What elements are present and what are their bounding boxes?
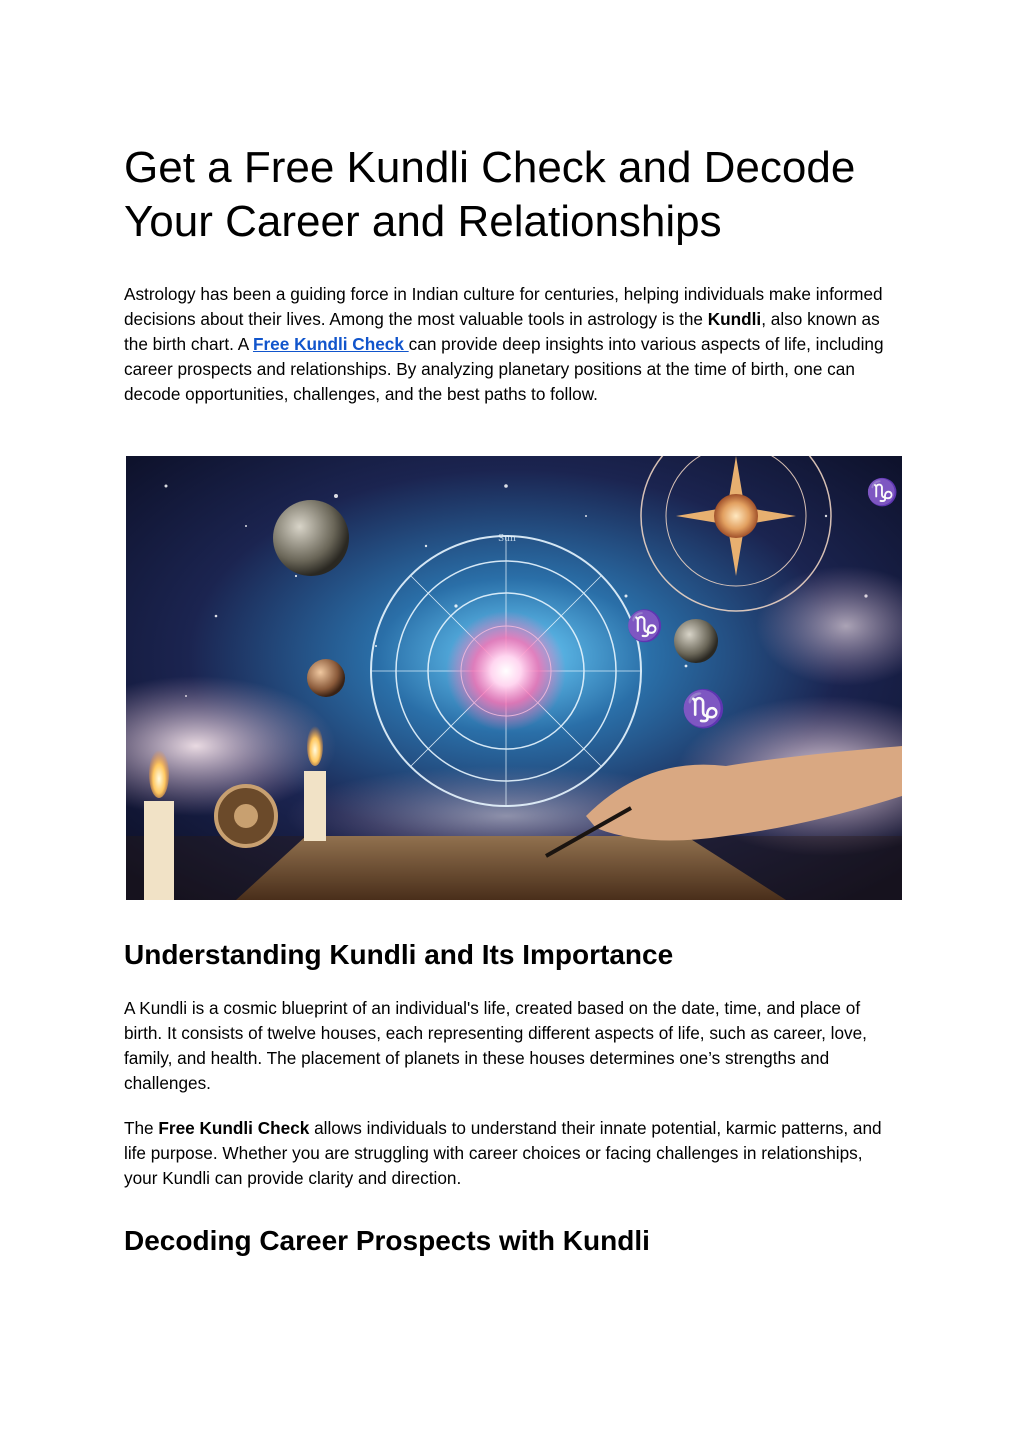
intro-text-1: Astrology has been a guiding force in Indian culture for centuries, helping individuals make informed decisions about their lives. Among the most valuable tools in astrology is the	[124, 284, 883, 329]
svg-text:♑: ♑	[681, 689, 726, 730]
intro-text-3: can provide deep insights into various aspects of life, including career prospects and relationships. By analyzing planetary positions at the time of birth, one can decode opportunities, challenges, and the best paths to follow.	[124, 334, 884, 404]
svg-text:♑: ♑	[626, 609, 664, 644]
section-heading-understanding-kundli: Understanding Kundli and Its Importance	[124, 939, 674, 970]
svg-text:Sun: Sun	[498, 534, 516, 544]
para2-text-1: The	[124, 1118, 159, 1138]
free-kundli-check-link[interactable]: Free Kundli Check	[252, 334, 409, 354]
para2-text-2: allows individuals to understand their innate potential, karmic patterns, and life purpose. Whether you are struggling with career choices or facing challenges in relationships, your Kundli can provide clarity and direction.	[124, 1118, 882, 1188]
hero-astrology-illustration	[126, 456, 902, 900]
kundli-bold-term: Kundli	[707, 309, 762, 329]
svg-text:♑: ♑	[866, 478, 899, 508]
section-heading-career-prospects: Decoding Career Prospects with Kundli	[124, 1225, 650, 1256]
section1-paragraph-1: A Kundli is a cosmic blueprint of an individual's life, created based on the date, time, and place of birth. It consists of twelve houses, each representing different aspects of life, such as career, love, family, and health. The placement of planets in these houses determines one’s strengths and challenges.	[124, 998, 867, 1093]
section1-paragraph-2	[124, 1116, 894, 1191]
intro-paragraph	[124, 282, 894, 407]
intro-text-2: , also known as the birth chart. A	[124, 309, 880, 354]
page-title: Get a Free Kundli Check and Decode Your Career and Relationships	[124, 143, 856, 246]
free-kundli-check-bold-term: Free Kundli Check	[158, 1118, 310, 1138]
